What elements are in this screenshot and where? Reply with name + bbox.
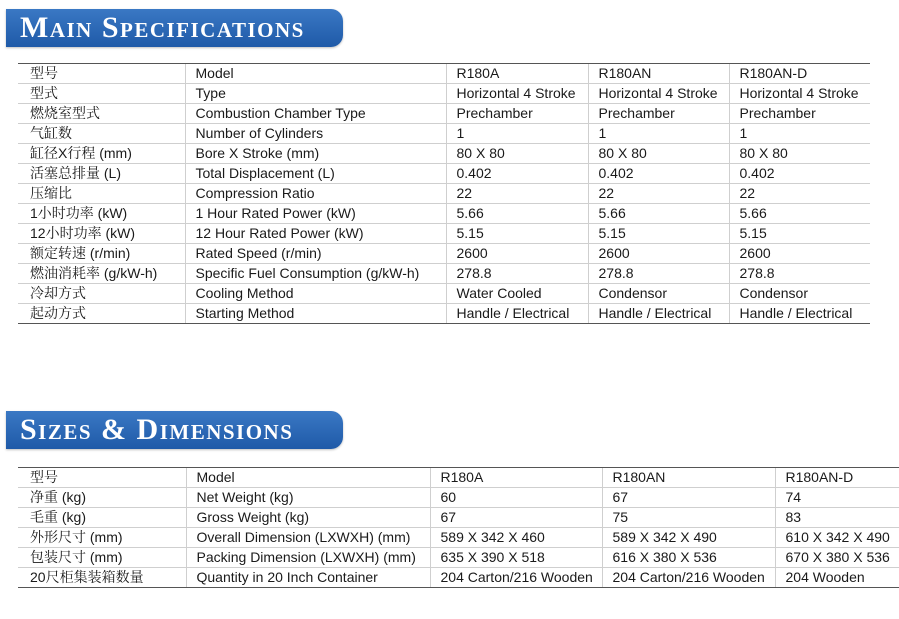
table-cell: 60 <box>430 488 602 508</box>
table-cell: Horizontal 4 Stroke <box>446 84 588 104</box>
table-cell: 2600 <box>446 244 588 264</box>
table-cell: 2600 <box>729 244 870 264</box>
table-cell: 压缩比 <box>18 184 185 204</box>
table-cell: Gross Weight (kg) <box>186 508 430 528</box>
table-cell: Bore X Stroke (mm) <box>185 144 446 164</box>
table-cell: 22 <box>588 184 729 204</box>
table-cell: 1 <box>729 124 870 144</box>
table-cell: Prechamber <box>446 104 588 124</box>
table-cell: Total Displacement (L) <box>185 164 446 184</box>
table-cell: 670 X 380 X 536 <box>775 548 899 568</box>
table-cell: Horizontal 4 Stroke <box>729 84 870 104</box>
table-cell: Overall Dimension (LXWXH) (mm) <box>186 528 430 548</box>
table-cell: 278.8 <box>729 264 870 284</box>
table-row <box>18 548 899 568</box>
table-cell: Condensor <box>588 284 729 304</box>
table-cell: Handle / Electrical <box>729 304 870 324</box>
table-row <box>18 488 899 508</box>
table-cell: 74 <box>775 488 899 508</box>
table-cell: R180AN-D <box>775 468 899 488</box>
table-cell: R180AN <box>602 468 775 488</box>
table-cell: 22 <box>446 184 588 204</box>
table-cell: 1小时功率 (kW) <box>18 204 185 224</box>
table-row <box>18 164 870 184</box>
table-cell: 80 X 80 <box>588 144 729 164</box>
table-cell: Starting Method <box>185 304 446 324</box>
table-cell: Condensor <box>729 284 870 304</box>
table-row <box>18 244 870 264</box>
table-cell: 635 X 390 X 518 <box>430 548 602 568</box>
table-cell: 5.15 <box>446 224 588 244</box>
table-cell: 0.402 <box>446 164 588 184</box>
table-cell: 5.66 <box>588 204 729 224</box>
sizes-dimensions-title: Sizes & Dimensions <box>20 413 294 446</box>
table-row <box>18 224 870 244</box>
table-row <box>18 264 870 284</box>
table-cell: 83 <box>775 508 899 528</box>
table-cell: 67 <box>430 508 602 528</box>
main-specifications-title: Main Specifications <box>20 11 305 44</box>
table-cell: 包装尺寸 (mm) <box>18 548 186 568</box>
table-cell: 5.15 <box>588 224 729 244</box>
table-row <box>18 84 870 104</box>
table-cell: 589 X 342 X 490 <box>602 528 775 548</box>
table-cell: Prechamber <box>588 104 729 124</box>
table-cell: 75 <box>602 508 775 528</box>
table-cell: Net Weight (kg) <box>186 488 430 508</box>
table-cell: 冷却方式 <box>18 284 185 304</box>
table-cell: 80 X 80 <box>729 144 870 164</box>
table-cell: 610 X 342 X 490 <box>775 528 899 548</box>
main-specifications-table <box>18 63 870 324</box>
sizes-dimensions-table <box>18 467 899 588</box>
table-cell: Number of Cylinders <box>185 124 446 144</box>
table-cell: 22 <box>729 184 870 204</box>
table-cell: 0.402 <box>729 164 870 184</box>
table-cell: 起动方式 <box>18 304 185 324</box>
table-row <box>18 284 870 304</box>
table-cell: 毛重 (kg) <box>18 508 186 528</box>
table-row <box>18 184 870 204</box>
table-cell: Rated Speed (r/min) <box>185 244 446 264</box>
table-cell: 5.66 <box>729 204 870 224</box>
table-cell: 5.66 <box>446 204 588 224</box>
table-cell: 型号 <box>18 64 185 84</box>
table-cell: Packing Dimension (LXWXH) (mm) <box>186 548 430 568</box>
table-cell: 204 Wooden <box>775 568 899 588</box>
table-cell: Quantity in 20 Inch Container <box>186 568 430 588</box>
table-cell: 278.8 <box>588 264 729 284</box>
main-specifications-banner <box>6 9 343 47</box>
table-cell: 净重 (kg) <box>18 488 186 508</box>
table-row <box>18 304 870 324</box>
table-cell: 燃烧室型式 <box>18 104 185 124</box>
table-row <box>18 508 899 528</box>
table-cell: 589 X 342 X 460 <box>430 528 602 548</box>
table-cell: 外形尺寸 (mm) <box>18 528 186 548</box>
table-cell: 12小时功率 (kW) <box>18 224 185 244</box>
table-cell: 1 <box>446 124 588 144</box>
header-row <box>18 468 899 488</box>
table-row <box>18 204 870 224</box>
table-cell: Handle / Electrical <box>588 304 729 324</box>
table-cell: Model <box>185 64 446 84</box>
table-cell: 278.8 <box>446 264 588 284</box>
table-row <box>18 144 870 164</box>
table-cell: Specific Fuel Consumption (g/kW-h) <box>185 264 446 284</box>
table-cell: 燃油消耗率 (g/kW-h) <box>18 264 185 284</box>
table-cell: 12 Hour Rated Power (kW) <box>185 224 446 244</box>
table-row <box>18 124 870 144</box>
table-cell: Handle / Electrical <box>446 304 588 324</box>
table-cell: 型式 <box>18 84 185 104</box>
table-cell: 204 Carton/216 Wooden <box>430 568 602 588</box>
table-row <box>18 568 899 588</box>
table-cell: Water Cooled <box>446 284 588 304</box>
table-cell: 缸径X行程 (mm) <box>18 144 185 164</box>
table-cell: 204 Carton/216 Wooden <box>602 568 775 588</box>
table-cell: Model <box>186 468 430 488</box>
table-cell: Prechamber <box>729 104 870 124</box>
table-cell: Combustion Chamber Type <box>185 104 446 124</box>
table-cell: R180AN <box>588 64 729 84</box>
table-cell: 0.402 <box>588 164 729 184</box>
table-cell: Compression Ratio <box>185 184 446 204</box>
table-cell: 5.15 <box>729 224 870 244</box>
table-cell: R180A <box>446 64 588 84</box>
table-cell: 型号 <box>18 468 186 488</box>
table-cell: Type <box>185 84 446 104</box>
table-cell: 80 X 80 <box>446 144 588 164</box>
table-row <box>18 104 870 124</box>
table-cell: 20尺柜集装箱数量 <box>18 568 186 588</box>
table-cell: 67 <box>602 488 775 508</box>
table-cell: R180AN-D <box>729 64 870 84</box>
table-cell: R180A <box>430 468 602 488</box>
table-cell: 额定转速 (r/min) <box>18 244 185 264</box>
table-cell: 2600 <box>588 244 729 264</box>
table-row <box>18 528 899 548</box>
table-cell: 616 X 380 X 536 <box>602 548 775 568</box>
table-cell: 气缸数 <box>18 124 185 144</box>
table-cell: 1 <box>588 124 729 144</box>
sizes-dimensions-banner <box>6 411 343 449</box>
table-cell: Cooling Method <box>185 284 446 304</box>
table-cell: 活塞总排量 (L) <box>18 164 185 184</box>
table-cell: Horizontal 4 Stroke <box>588 84 729 104</box>
header-row <box>18 64 870 84</box>
table-cell: 1 Hour Rated Power (kW) <box>185 204 446 224</box>
